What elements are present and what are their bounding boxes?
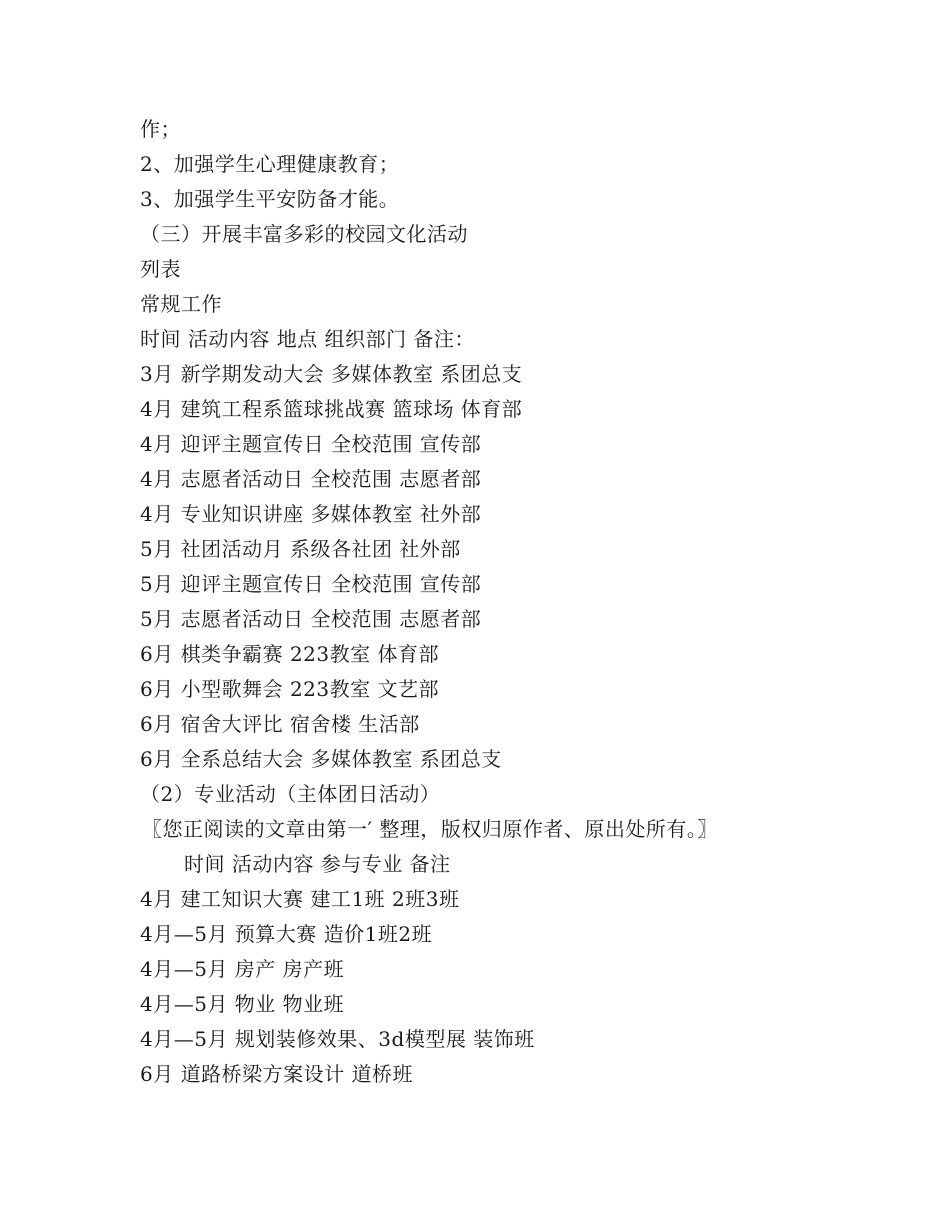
table-row: 6月 小型歌舞会 223教室 文艺部 [140,677,439,701]
table-row: 5月 志愿者活动日 全校范围 志愿者部 [140,607,482,631]
table-row: 4月—5月 规划装修效果、3d模型展 装饰班 [140,1027,535,1051]
document-body [140,112,840,1092]
table-header: 时间 活动内容 地点 组织部门 备注： [140,327,475,351]
list-item: 2、加强学生心理健康教育； [140,152,400,176]
table-header: 时间 活动内容 参与专业 备注 [184,852,451,876]
text-line: 列表 [140,257,181,281]
table-row: 4月 专业知识讲座 多媒体教室 社外部 [140,502,482,526]
text-line: 作； [140,117,181,141]
table-row: 6月 宿舍大评比 宿舍楼 生活部 [140,712,420,736]
section-heading: （三）开展丰富多彩的校园文化活动 [140,222,468,246]
table-row: 4月—5月 房产 房产班 [140,957,345,981]
table-row: 4月 建工知识大赛 建工1班 2班3班 [140,887,460,911]
table-row: 4月 建筑工程系篮球挑战赛 篮球场 体育部 [140,397,523,421]
table-row: 6月 道路桥梁方案设计 道桥班 [140,1062,413,1086]
list-item: 3、加强学生平安防备才能。 [140,187,400,211]
table-row: 4月 迎评主题宣传日 全校范围 宣传部 [140,432,482,456]
table-row: 5月 迎评主题宣传日 全校范围 宣传部 [140,572,482,596]
table-row: 3月 新学期发动大会 多媒体教室 系团总支 [140,362,523,386]
copyright-notice: 〖您正阅读的文章由第一′ 整理，版权归原作者、原出处所有。〗 [142,817,718,841]
section-heading: （2）专业活动（主体团日活动） [140,782,441,806]
table-row: 4月 志愿者活动日 全校范围 志愿者部 [140,467,482,491]
table-row: 6月 棋类争霸赛 223教室 体育部 [140,642,439,666]
table-row: 6月 全系总结大会 多媒体教室 系团总支 [140,747,502,771]
table-row: 4月—5月 物业 物业班 [140,992,345,1016]
table-row: 5月 社团活动月 系级各社团 社外部 [140,537,461,561]
table-row: 4月—5月 预算大赛 造价1班2班 [140,922,433,946]
text-line: 常规工作 [140,292,222,316]
